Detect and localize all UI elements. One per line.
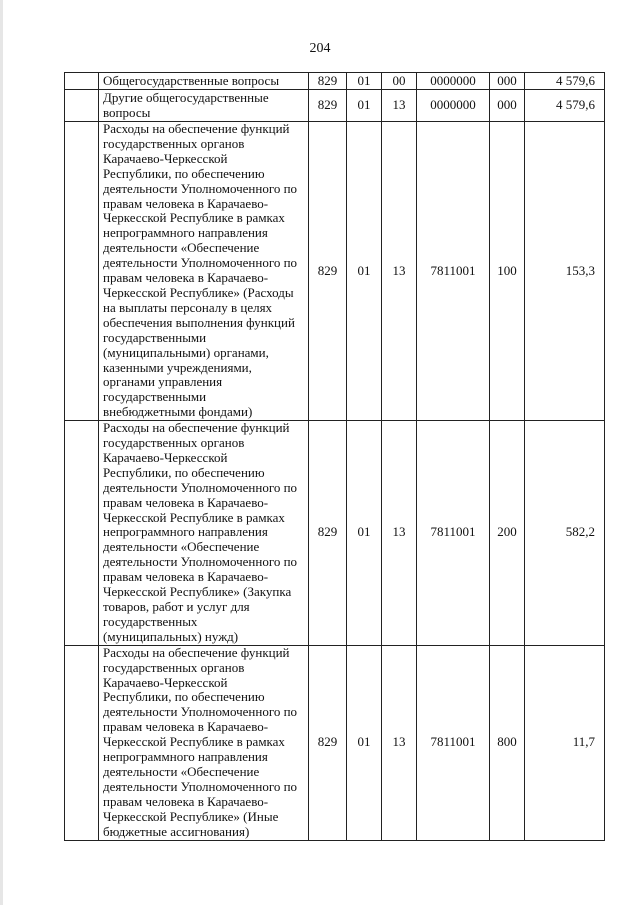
- cell-csr: 0000000: [417, 90, 490, 122]
- cell-rz: 01: [347, 421, 382, 646]
- cell-gr: 829: [309, 122, 347, 421]
- empty-lead-cell: [65, 73, 99, 90]
- cell-gr: 829: [309, 90, 347, 122]
- cell-vr: 000: [490, 90, 525, 122]
- cell-vr: 000: [490, 73, 525, 90]
- cell-sum: 153,3: [525, 122, 605, 421]
- cell-csr: 0000000: [417, 73, 490, 90]
- cell-vr: 200: [490, 421, 525, 646]
- cell-sum: 582,2: [525, 421, 605, 646]
- row-description: Расходы на обеспечение функций государственных органов Карачаево-Черкесской Республики, по обеспечению деятельности Уполномоченного по правам человека в Карачаево- Черкесской Республике в рамках непрограммного направления деятельности «Обеспечение деятельности Уполномоченного по правам человека в Карачаево- Черкесской Республике» (Расходы на выплаты персоналу в целях обеспечения выполнения функций государственными (муниципальными) органами, казенными учреждениями, органами управления государственными внебюджетными фондами): [99, 122, 309, 421]
- empty-lead-cell: [65, 90, 99, 122]
- cell-sum: 4 579,6: [525, 73, 605, 90]
- table-row: [65, 90, 605, 122]
- empty-lead-cell: [65, 645, 99, 840]
- row-description: Общегосударственные вопросы: [99, 73, 309, 90]
- cell-vr: 800: [490, 645, 525, 840]
- cell-rz: 01: [347, 73, 382, 90]
- budget-table: [64, 72, 605, 841]
- table-row: [65, 645, 605, 840]
- table-row: [65, 73, 605, 90]
- cell-sum: 11,7: [525, 645, 605, 840]
- cell-vr: 100: [490, 122, 525, 421]
- cell-csr: 7811001: [417, 421, 490, 646]
- cell-gr: 829: [309, 421, 347, 646]
- cell-rz: 01: [347, 645, 382, 840]
- cell-gr: 829: [309, 73, 347, 90]
- table-row: [65, 421, 605, 646]
- cell-gr: 829: [309, 645, 347, 840]
- cell-pr: 13: [382, 645, 417, 840]
- table-row: [65, 122, 605, 421]
- cell-csr: 7811001: [417, 122, 490, 421]
- row-description: Расходы на обеспечение функций государственных органов Карачаево-Черкесской Республики, по обеспечению деятельности Уполномоченного по правам человека в Карачаево- Черкесской Республике в рамках непрограммного направления деятельности «Обеспечение деятельности Уполномоченного по правам человека в Карачаево- Черкесской Республике» (Иные бюджетные ассигнования): [99, 645, 309, 840]
- cell-pr: 00: [382, 73, 417, 90]
- empty-lead-cell: [65, 421, 99, 646]
- cell-pr: 13: [382, 122, 417, 421]
- cell-rz: 01: [347, 122, 382, 421]
- empty-lead-cell: [65, 122, 99, 421]
- row-description: Другие общегосударственные вопросы: [99, 90, 309, 122]
- cell-csr: 7811001: [417, 645, 490, 840]
- cell-pr: 13: [382, 421, 417, 646]
- cell-pr: 13: [382, 90, 417, 122]
- scan-edge: [0, 0, 3, 905]
- page-number: 204: [309, 41, 331, 56]
- cell-rz: 01: [347, 90, 382, 122]
- row-description: Расходы на обеспечение функций государственных органов Карачаево-Черкесской Республики, по обеспечению деятельности Уполномоченного по правам человека в Карачаево- Черкесской Республике в рамках непрограммного направления деятельности «Обеспечение деятельности Уполномоченного по правам человека в Карачаево- Черкесской Республике» (Закупка товаров, работ и услуг для государственных (муниципальных) нужд): [99, 421, 309, 646]
- cell-sum: 4 579,6: [525, 90, 605, 122]
